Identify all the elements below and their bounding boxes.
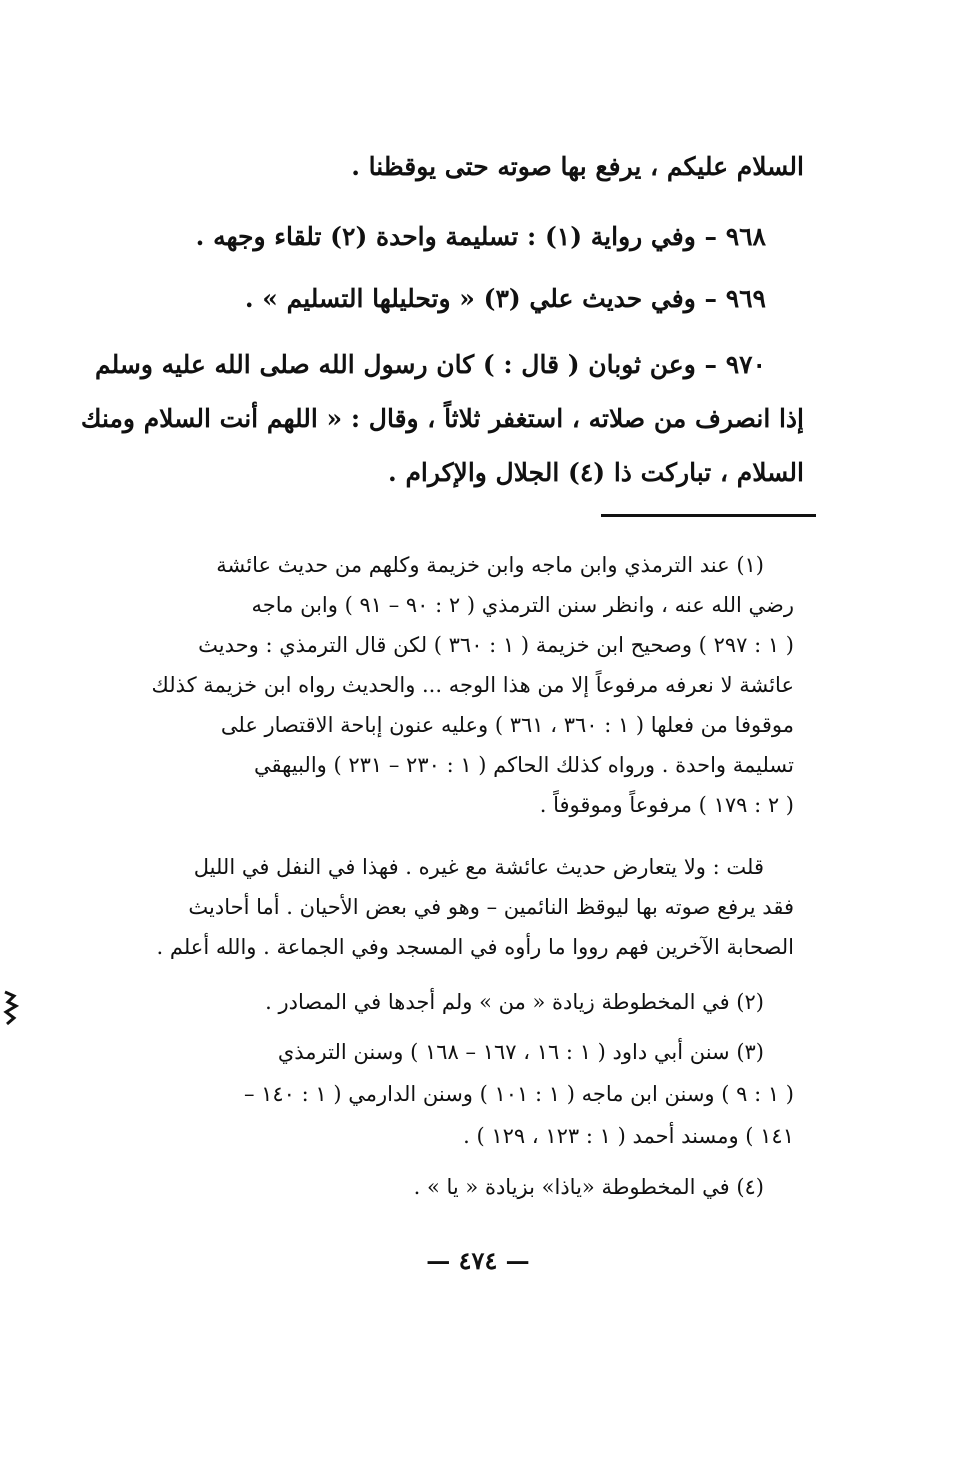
page-number: — ٤٧٤ — xyxy=(426,1246,530,1275)
hadith-970-line-1: ٩٧٠ – وعن ثوبان ( قال : ) كان رسول الله صلى الله عليه وسلم xyxy=(95,350,766,379)
hadith-970-line-3: السلام ، تباركت ذا (٤) الجلال والإكرام . xyxy=(388,458,804,487)
footnote-1-line-4: عائشة لا نعرفه مرفوعاً إلا من هذا الوجه ... والحديث رواه ابن خزيمة كذلك xyxy=(151,673,794,697)
footnote-1-comment-line-3: الصحابة الآخرين فهم رووا ما رأوه في المسجد وفي الجماعة . والله أعلم . xyxy=(156,935,794,959)
footnote-4: (٤) في المخطوطة «ياذا» بزيادة « يا » . xyxy=(413,1175,764,1199)
footnote-3-line-1: (٣) سنن أبي داود ( ١ : ١٦ ، ١٦٧ – ١٦٨ ) وسنن الترمذي xyxy=(277,1040,764,1064)
footnote-1-comment-line-2: فقد يرفع صوته بها ليوقظ النائمين – وهو في بعض الأحيان . أما أحاديث xyxy=(188,895,794,919)
footnote-1-line-7: ( ٢ : ١٧٩ ) مرفوعاً وموقوفاً . xyxy=(539,793,794,817)
footnote-1-line-5: موقوفا من فعلها ( ١ : ٣٦٠ ، ٣٦١ ) وعليه عنون إباحة الاقتصار على xyxy=(220,713,794,737)
footnote-3-line-2: ( ١ : ٩ ) وسنن ابن ماجه ( ١ : ١٠١ ) وسنن الدارمي ( ١ : ١٤٠ – xyxy=(243,1082,794,1106)
hadith-970-line-2: إذا انصرف من صلاته ، استغفر ثلاثاً ، وقال : « اللهم أنت السلام ومنك xyxy=(80,404,804,433)
footnote-1-line-6: تسليمة واحدة . ورواه كذلك الحاكم ( ١ : ٢٣٠ – ٢٣١ ) والبيهقي xyxy=(253,753,794,777)
footnote-1-line-3: ( ١ : ٢٩٧ ) وصحيح ابن خزيمة ( ١ : ٣٦٠ ) لكن قال الترمذي : وحديث xyxy=(198,633,794,657)
footnote-separator xyxy=(601,514,816,517)
footnote-1-line-2: رضي الله عنه ، وانظر سنن الترمذي ( ٢ : ٩٠ – ٩١ ) وابن ماجه xyxy=(251,593,794,617)
footnote-3-line-3: ١٤١ ) ومسند أحمد ( ١ : ١٢٣ ، ١٢٩ ) . xyxy=(463,1124,794,1148)
footnote-1-comment-line-1: قلت : ولا يتعارض حديث عائشة مع غيره . فهذا في النفل في الليل xyxy=(193,855,764,879)
scan-edge-mark-icon xyxy=(2,988,22,1028)
footnote-1-line-1: (١) عند الترمذي وابن ماجه وابن خزيمة وكلهم من حديث عائشة xyxy=(216,553,764,577)
main-text-line-1: السلام عليكم ، يرفع بها صوته حتى يوقظنا . xyxy=(351,152,804,181)
footnote-2: (٢) في المخطوطة زيادة « من » ولم أجدها في المصادر . xyxy=(265,990,764,1014)
hadith-968: ٩٦٨ – وفي رواية (١) : تسليمة واحدة (٢) تلقاء وجهه . xyxy=(195,222,766,251)
hadith-969: ٩٦٩ – وفي حديث علي (٣) « وتحليلها التسليم » . xyxy=(244,284,766,313)
